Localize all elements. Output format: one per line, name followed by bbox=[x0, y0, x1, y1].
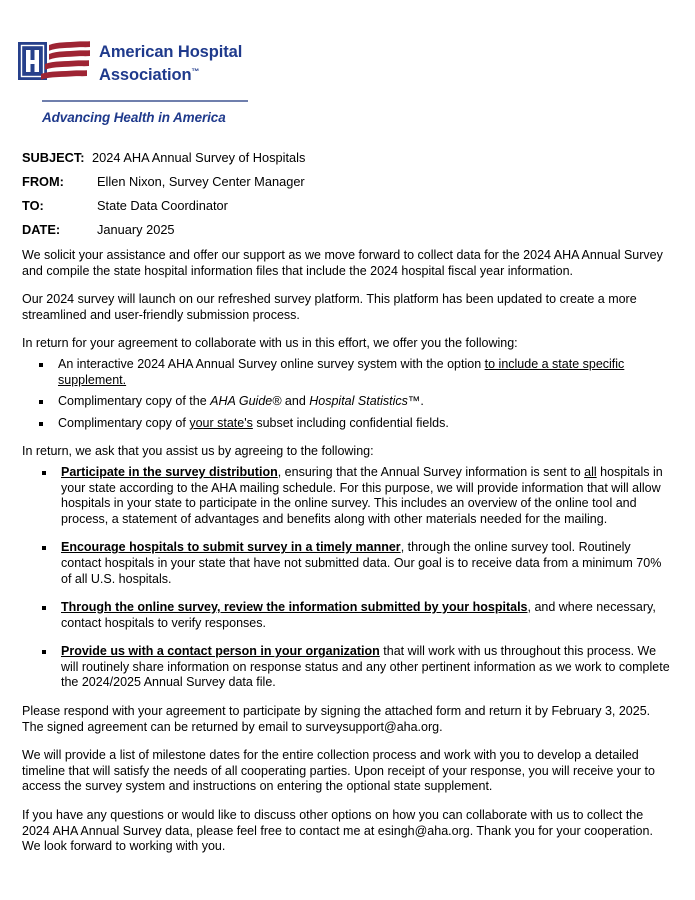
logo-wordmark bbox=[99, 40, 242, 85]
paragraph-respond: Please respond with your agreement to participate by signing the attached form and return it by February 3, 2025. The signed agreement can be returned by email to surveysupport@aha.org. bbox=[22, 704, 651, 734]
ask-list-intro: In return, we ask that you assist us by agreeing to the following: bbox=[22, 444, 374, 459]
paragraph-questions: If you have any questions or would like to discuss other options on how you can collaborate with us to collect the 2024 AHA Annual Survey data, please feel free to contact me at esingh@aha.org. Thank you for your cooperation. We look forward to working with you. bbox=[22, 808, 653, 854]
memo-label-to: TO: bbox=[22, 198, 44, 213]
memo-label-date: DATE: bbox=[22, 222, 61, 237]
offer-item-2-pre: Complimentary copy of bbox=[58, 415, 190, 430]
memo-value-subject: 2024 AHA Annual Survey of Hospitals bbox=[92, 150, 306, 165]
memo-header bbox=[22, 150, 672, 246]
memo-value-from: Ellen Nixon, Survey Center Manager bbox=[97, 174, 305, 189]
offer-list bbox=[22, 357, 673, 431]
paragraph-milestones: We will provide a list of milestone dates for the entire collection process and work with you to develop a detailed timeline that will satisfy the needs of all cooperating parties. Upon receipt of your response, you will receive your to access the survey system and instructions on entering the optional state supplement. bbox=[22, 748, 655, 794]
offer-item-0-underline: to include a state specific supplement. bbox=[58, 356, 625, 387]
ask-item-2-head: Through the online survey, review the information submitted by your hospitals bbox=[61, 600, 528, 615]
ask-item-3-head: Provide us with a contact person in your organization bbox=[61, 644, 380, 659]
logo-tagline: Advancing Health in America bbox=[42, 110, 226, 125]
offer-list-intro: In return for your agreement to collaborate with us in this effort, we offer you the following: bbox=[22, 336, 518, 351]
offer-item-0-pre: An interactive 2024 AHA Annual Survey online survey system with the option bbox=[58, 356, 485, 371]
offer-item-1-italic2: Hospital Statistics™ bbox=[309, 394, 421, 409]
ask-item-0-pre: , ensuring that the Annual Survey information is sent to bbox=[277, 464, 585, 479]
paragraph-solicit: We solicit your assistance and offer our support as we move forward to collect data for the 2024 AHA Annual Survey and compile the state hospital information files that include the 2024 hospital fiscal year information. bbox=[22, 248, 663, 278]
memo-label-from: FROM: bbox=[22, 174, 64, 189]
ask-item-1-pre: , through the online survey tool. Routinely contact hospitals in your state that have not submitted data. Our goal is to receive data from a minimum 70% of all U.S. hospitals. bbox=[61, 540, 662, 586]
paragraph-platform: Our 2024 survey will launch on our refreshed survey platform. This platform has been updated to create a more streamlined and user-friendly submission process. bbox=[22, 292, 637, 322]
memo-row-from bbox=[22, 174, 672, 189]
list-item bbox=[22, 540, 673, 587]
ask-list bbox=[22, 465, 673, 691]
offer-item-1-italic1: AHA Guide® bbox=[210, 394, 282, 409]
memo-row-date bbox=[22, 222, 672, 237]
memo-row-to bbox=[22, 198, 672, 213]
ask-item-2-pre: , and where necessary, contact hospitals to verify responses. bbox=[61, 600, 656, 630]
ask-item-0-post: hospitals in your state according to the AHA mailing schedule. For this purpose, we will provide information that will allow hospitals in your state to participate in the online survey. This includes an overview of the online tool and process, a statement of advantages and benefits along with other materials needed for the mailing. bbox=[61, 464, 663, 526]
list-item bbox=[22, 416, 673, 432]
list-item bbox=[22, 394, 673, 410]
logo-divider-rule bbox=[42, 100, 248, 102]
aha-h-flag-logo-icon bbox=[18, 41, 92, 93]
list-item bbox=[22, 465, 673, 527]
logo-wordmark-line1: American Hospital bbox=[99, 43, 243, 61]
list-item bbox=[22, 600, 673, 631]
offer-item-1-mid: and bbox=[281, 394, 310, 409]
memo-label-subject: SUBJECT: bbox=[22, 150, 85, 165]
memo-value-date: January 2025 bbox=[97, 222, 175, 237]
ask-item-0-underline: all bbox=[584, 464, 597, 479]
ask-item-1-head: Encourage hospitals to submit survey in a timely manner bbox=[61, 540, 401, 555]
logo-row bbox=[18, 40, 278, 93]
ask-item-0-head: Participate in the survey distribution bbox=[61, 464, 278, 479]
memo-body bbox=[22, 248, 673, 868]
memo-value-to: State Data Coordinator bbox=[97, 198, 228, 213]
aha-logo-block bbox=[18, 40, 278, 125]
offer-item-1-pre: Complimentary copy of the bbox=[58, 394, 211, 409]
offer-item-2-underline: your state's bbox=[189, 415, 253, 430]
list-item bbox=[22, 644, 673, 691]
logo-wordmark-line2: Association bbox=[99, 66, 192, 84]
trademark-symbol: ™ bbox=[191, 67, 200, 76]
memo-row-subject bbox=[22, 150, 672, 165]
offer-item-2-post: subset including confidential fields. bbox=[252, 415, 449, 430]
ask-item-3-pre: that will work with us throughout this process. We will routinely share information on response status and any other pertinent information as we work to complete the 2024/2025 Annual Survey data file. bbox=[61, 644, 670, 690]
offer-item-1-post: . bbox=[420, 394, 424, 409]
list-item bbox=[22, 357, 673, 388]
